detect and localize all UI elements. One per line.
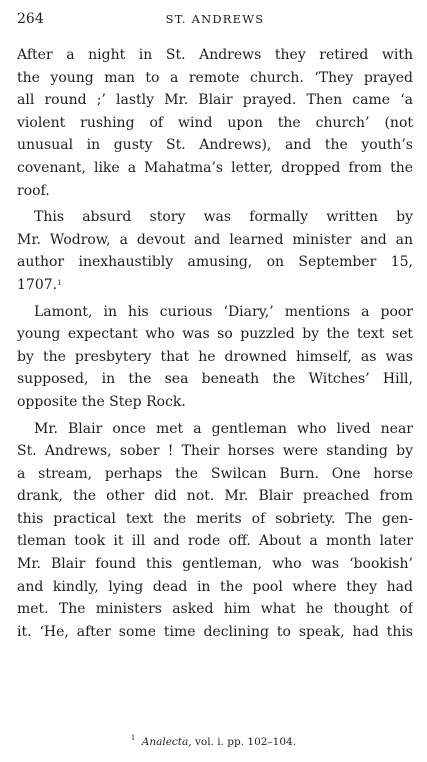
- text-line: met. The ministers asked him what he thought of: [17, 601, 413, 618]
- footnote: [0, 736, 427, 748]
- footnote-mark: 1: [130, 734, 136, 742]
- text-line: This absurd story was formally written by: [34, 209, 413, 226]
- text-line: St. Andrews, sober ! Their horses were standing by: [17, 443, 413, 460]
- text-line: 1707.: [17, 276, 58, 293]
- footnote-source-detail: vol. i. pp. 102–104.: [194, 736, 297, 748]
- text-line: the young man to a remote church. ‘They prayed: [17, 69, 413, 86]
- text-line: young expectant who was so puzzled by the text set: [17, 326, 413, 343]
- text-line: by the presbytery that he drowned himself, as was: [17, 348, 413, 365]
- text-line: this practical text the merits of sobriety. The gen-: [17, 510, 413, 527]
- text-line: Lamont, in his curious ‘Diary,’ mentions a poor: [34, 303, 413, 320]
- text-line: tleman took it ill and rode off. About a month later: [17, 533, 413, 550]
- text-line-with-ref: [17, 274, 413, 297]
- footnote-source-title: Analecta,: [141, 736, 192, 748]
- footnote-reference: 1: [57, 278, 62, 287]
- page-number: 264: [17, 11, 44, 27]
- text-line: Mr. Wodrow, a devout and learned minister and an: [17, 231, 413, 248]
- text-line: and kindly, lying dead in the pool where they had: [17, 578, 413, 595]
- text-line: violent rushing of wind upon the church’ (not: [17, 114, 413, 131]
- page-header: [17, 11, 413, 31]
- text-line: Mr. Blair found this gentleman, who was ‘bookish’: [17, 556, 413, 573]
- text-line: supposed, in the sea beneath the Witches’ Hill,: [17, 371, 413, 388]
- text-line: a stream, perhaps the Swilcan Burn. One horse: [17, 465, 413, 482]
- paragraph: [17, 206, 413, 296]
- text-line: opposite the Step Rock.: [17, 393, 186, 410]
- text-line: unusual in gusty St. Andrews), and the youth’s: [17, 137, 413, 154]
- paragraph: [17, 44, 413, 202]
- body-text: [17, 44, 413, 643]
- text-line: it. ‘He, after some time declining to speak, had this: [17, 623, 413, 640]
- text-line: all round ;’ lastly Mr. Blair prayed. Then came ‘a: [17, 92, 413, 109]
- text-line: Mr. Blair once met a gentleman who lived near: [34, 420, 413, 437]
- text-line: After a night in St. Andrews they retired with: [17, 47, 413, 63]
- text-line: roof.: [17, 182, 50, 199]
- text-line: drank, the other did not. Mr. Blair preached from: [17, 488, 413, 505]
- running-head: ST. ANDREWS: [165, 12, 265, 26]
- text-line: author inexhaustibly amusing, on September 15,: [17, 254, 413, 271]
- paragraph: [17, 418, 413, 644]
- text-line: covenant, like a Mahatma’s letter, dropped from the: [17, 159, 413, 176]
- paragraph: [17, 301, 413, 414]
